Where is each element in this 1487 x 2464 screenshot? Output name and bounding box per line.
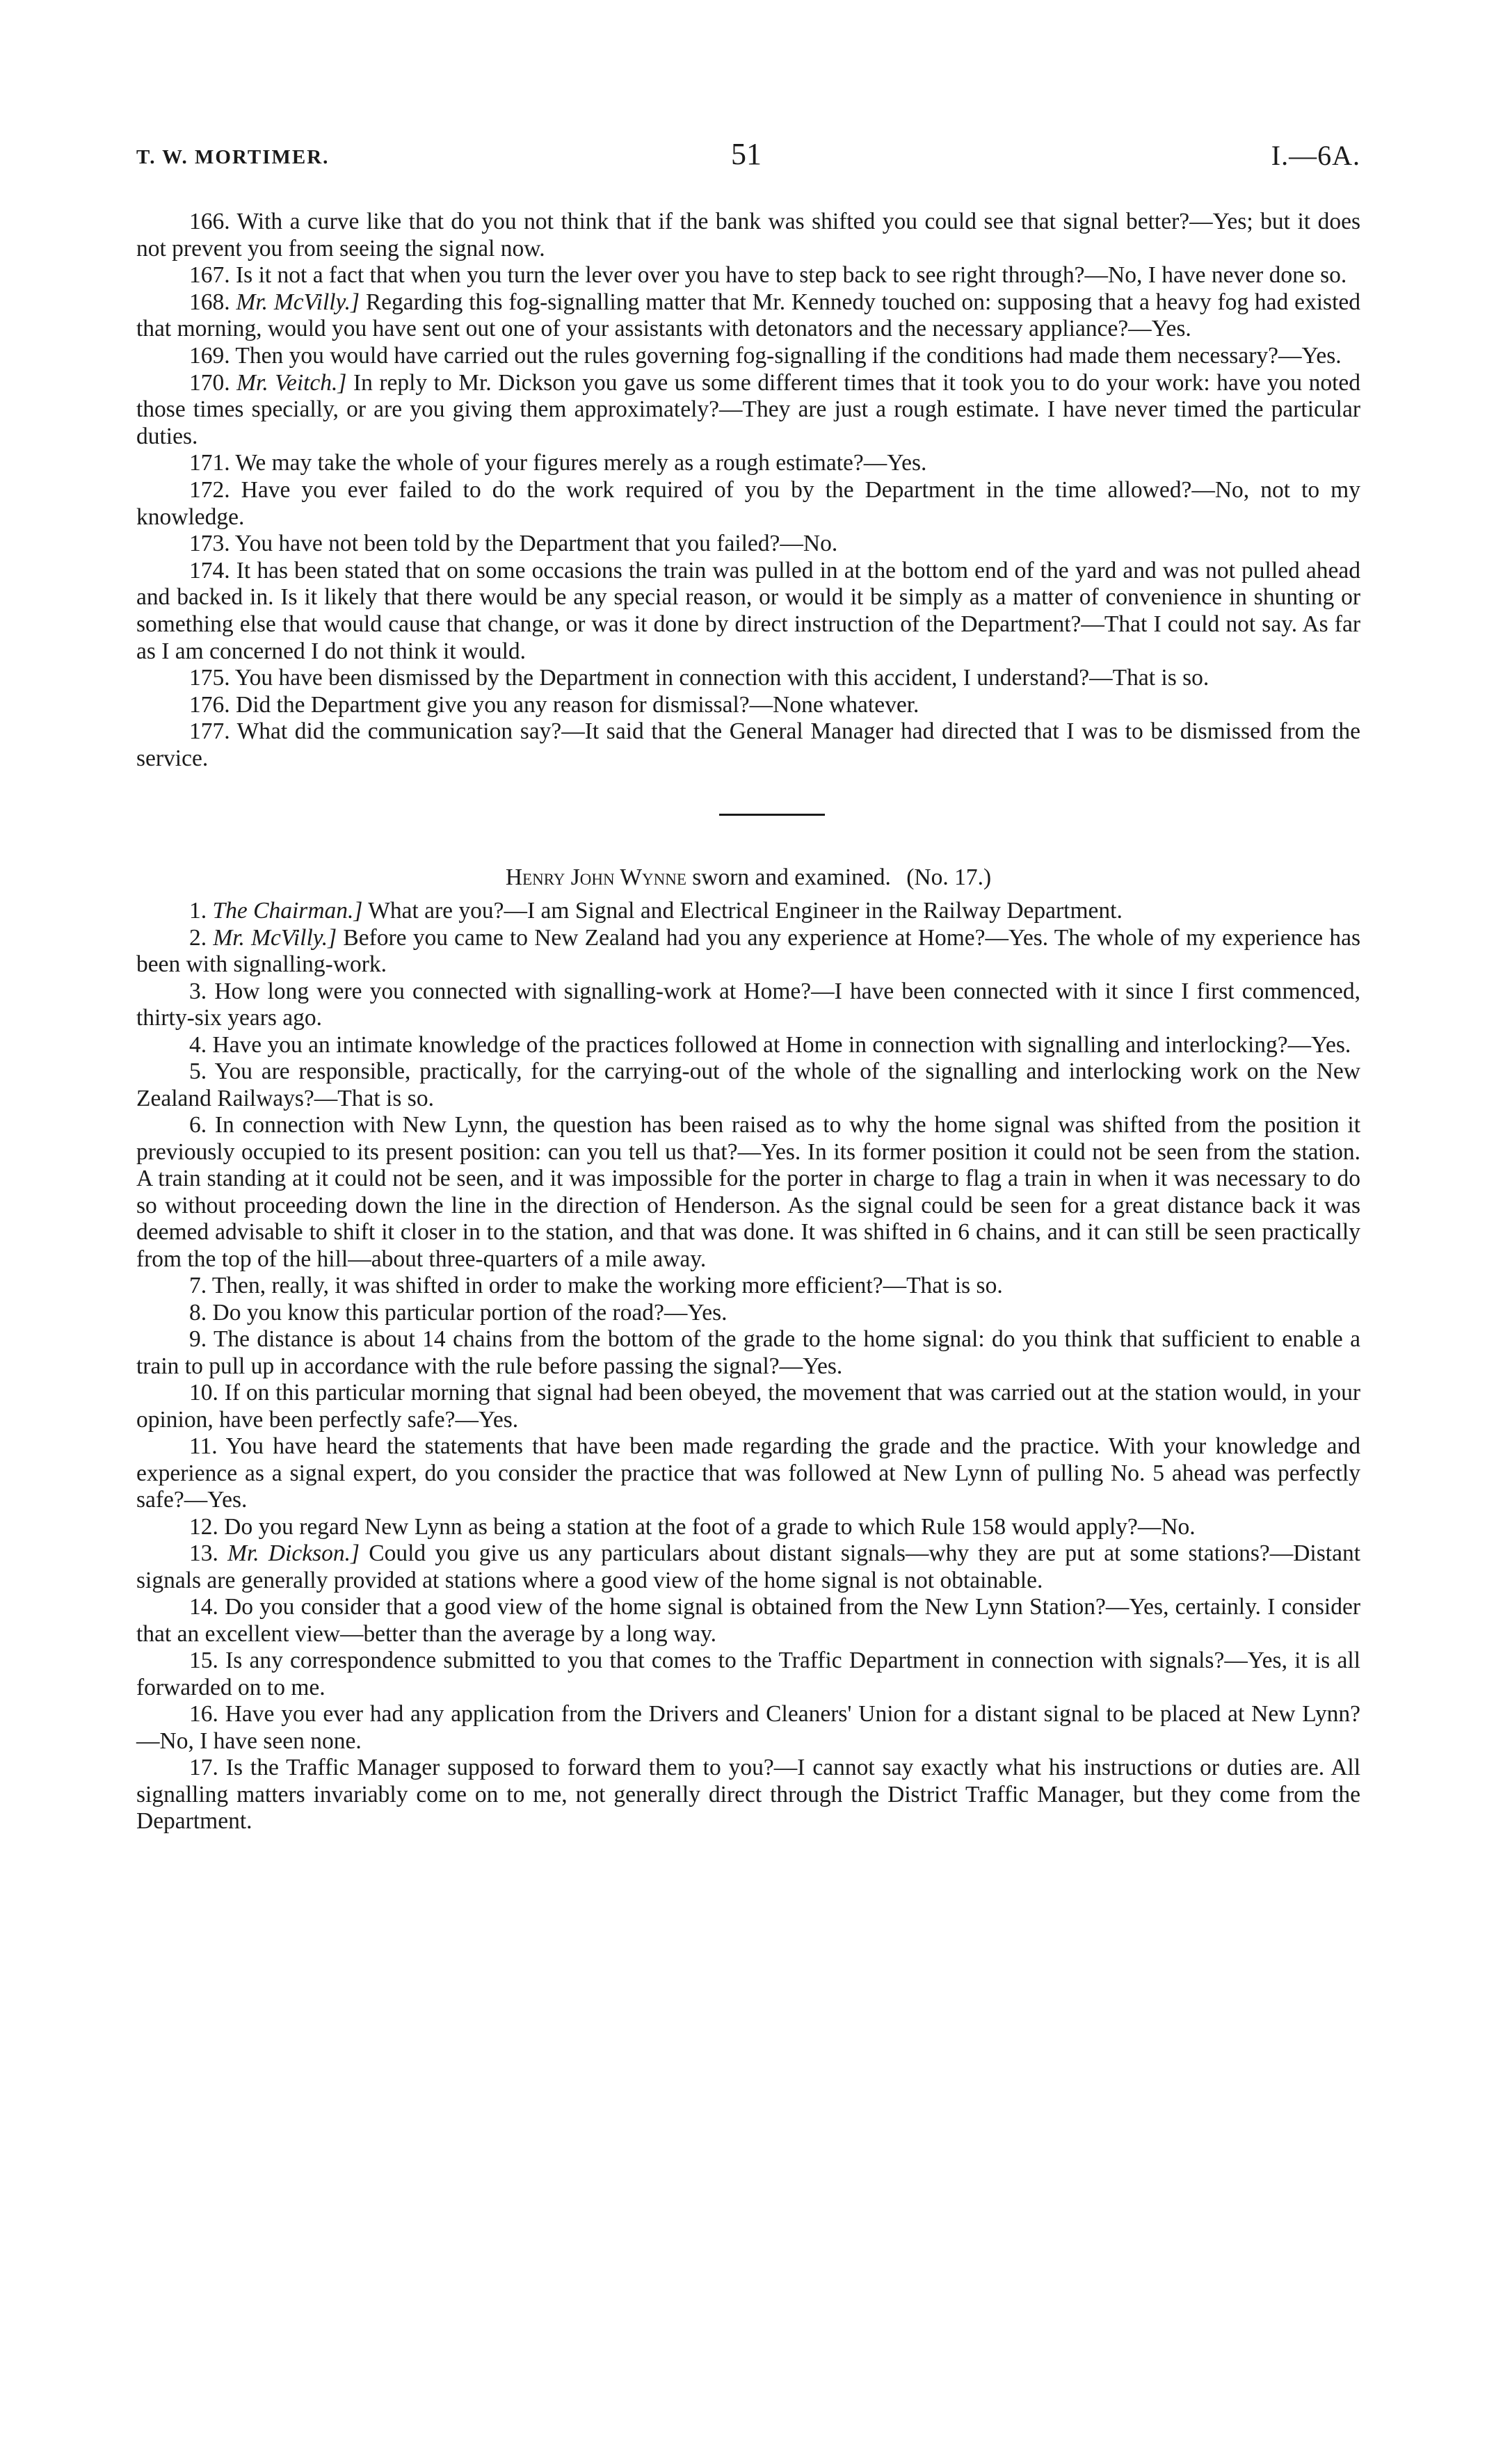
question-number: 172. — [189, 476, 230, 503]
question-text: Could you give us any particulars about distant signals—why they are put at some stations?—Distant signals are generally provided at stations where a good view of the home signal is not obtainable. — [136, 1540, 1360, 1593]
question-paragraph — [136, 925, 1360, 979]
question-number: 1. — [189, 898, 207, 924]
question-text: Regarding this fog-signalling matter that Mr. Kennedy touched on: supposing that a heavy fog had existed that morning, would you have sent out one of your assistants with detonators and the necessary appliance?—Yes. — [136, 289, 1361, 342]
question-number: 17. — [189, 1755, 218, 1781]
question-paragraph — [136, 1648, 1360, 1701]
question-text: You are responsible, practically, for the carrying-out of the whole of the signalling and interlocking work on the New Zealand Railways?—That is so. — [136, 1058, 1360, 1111]
question-text: Is any correspondence submitted to you that comes to the Traffic Department in connection with signals?—Yes, it is all forwarded on to me. — [136, 1648, 1360, 1700]
question-text: Then, really, it was shifted in order to make the working more efficient?—That is so. — [211, 1273, 1003, 1299]
question-number: 168. — [189, 289, 230, 315]
question-number: 7. — [189, 1273, 207, 1299]
page-number: 51 — [731, 137, 762, 171]
question-paragraph — [136, 1594, 1360, 1648]
question-text: We may take the whole of your figures merely as a rough estimate?—Yes. — [235, 450, 927, 476]
question-text: Then you would have carried out the rules governing fog-signalling if the conditions had made them necessary?—Yes. — [235, 342, 1342, 369]
question-text: Have you ever had any application from the Drivers and Cleaners' Union for a distant signal to be placed at New Lynn?—No, I have seen none. — [136, 1701, 1360, 1754]
page-header — [136, 136, 1360, 181]
question-paragraph — [136, 450, 1360, 477]
question-paragraph — [136, 262, 1360, 289]
question-text: Do you consider that a good view of the home signal is obtained from the New Lynn Station?—Yes, certainly. I consider that an excellent view—better than the average by a long way. — [136, 1594, 1361, 1647]
question-text: What did the communication say?—It said that the General Manager had directed that I was to be dismissed from the service. — [136, 718, 1360, 771]
question-paragraph — [136, 1300, 1360, 1327]
question-text: You have not been told by the Department that you failed?—No. — [234, 531, 838, 557]
question-text: In reply to Mr. Dickson you gave us some different times that it took you to do your work: have you noted those times specially, or are you giving them approximately?—They are just a rough estimate. I have never timed the particular duties. — [136, 369, 1361, 449]
evidence-section-mortimer — [136, 209, 1360, 772]
question-paragraph — [136, 1058, 1360, 1112]
question-text: It has been stated that on some occasions the train was pulled in at the bottom end of the yard and was not pulled ahead and backed in. Is it likely that there would be any special reason, or would it be simply as a matter of convenience in shunting or something else that would cause that change, or was it done by direct instruction of the Department?—That I could not say. As far as I am concerned I do not think it would. — [136, 557, 1360, 664]
speaker-label: Mr. Dickson.] — [227, 1540, 360, 1567]
section-divider — [719, 814, 825, 816]
question-number: 15. — [189, 1648, 218, 1674]
question-text: Do you know this particular portion of the road?—Yes. — [212, 1299, 728, 1326]
document-page — [136, 136, 1360, 1835]
question-number: 3. — [189, 978, 207, 1004]
question-paragraph — [136, 209, 1360, 262]
question-paragraph — [136, 343, 1360, 370]
question-text: Do you regard New Lynn as being a station at the foot of a grade to which Rule 158 would apply?—No. — [224, 1513, 1196, 1540]
question-number: 171. — [189, 450, 230, 476]
question-text: What are you?—I am Signal and Electrical Engineer in the Railway Department. — [368, 898, 1123, 924]
question-number: 13. — [189, 1540, 218, 1567]
question-paragraph — [136, 1701, 1360, 1755]
question-number: 170. — [189, 369, 230, 396]
witness-number: (No. 17.) — [906, 864, 992, 891]
question-number: 4. — [189, 1031, 207, 1058]
question-text: If on this particular morning that signal had been obeyed, the movement that was carried out at the station would, in your opinion, have been perfectly safe?—Yes. — [136, 1380, 1361, 1433]
question-number: 8. — [189, 1299, 207, 1326]
question-text: You have heard the statements that have been made regarding the grade and the practice. With your knowledge and experience as a signal expert, do you consider the practice that was followed at New Lynn of pulling No. 5 ahead was perfectly safe?—Yes. — [136, 1433, 1360, 1513]
question-paragraph — [136, 477, 1360, 531]
question-number: 11. — [189, 1433, 218, 1460]
witness-name: Henry John Wynne — [505, 864, 686, 891]
speaker-label: The Chairman.] — [212, 898, 363, 924]
witness-sworn: sworn and examined. — [692, 864, 891, 891]
question-number: 5. — [189, 1058, 207, 1085]
question-text: With a curve like that do you not think that if the bank was shifted you could see that signal better?—Yes; but it does not prevent you from seeing the signal now. — [136, 209, 1360, 261]
question-number: 9. — [189, 1326, 207, 1353]
question-number: 16. — [189, 1701, 218, 1728]
question-number: 174. — [189, 557, 230, 583]
question-text: Have you an intimate knowledge of the practices followed at Home in connection with signalling and interlocking?—Yes. — [212, 1031, 1351, 1058]
question-number: 177. — [189, 718, 230, 745]
question-paragraph — [136, 289, 1360, 343]
question-paragraph — [136, 1433, 1360, 1514]
question-paragraph — [136, 692, 1360, 719]
question-number: 6. — [189, 1112, 207, 1138]
witness-heading — [136, 864, 1360, 891]
question-paragraph — [136, 1112, 1360, 1273]
question-number: 173. — [189, 531, 230, 557]
question-paragraph — [136, 531, 1360, 558]
question-paragraph — [136, 1755, 1360, 1835]
question-paragraph — [136, 898, 1360, 925]
question-number: 166. — [189, 209, 230, 234]
speaker-label: Mr. McVilly.] — [213, 924, 337, 951]
question-number: 176. — [189, 691, 230, 718]
speaker-label: Mr. McVilly.] — [236, 289, 360, 315]
question-paragraph — [136, 1514, 1360, 1541]
question-paragraph — [136, 558, 1360, 665]
question-text: Have you ever failed to do the work required of you by the Department in the time allowed?—No, not to my knowledge. — [136, 476, 1360, 530]
question-number: 2. — [189, 924, 207, 951]
question-text: Did the Department give you any reason for dismissal?—None whatever. — [236, 691, 919, 718]
question-paragraph — [136, 370, 1360, 451]
question-paragraph — [136, 718, 1360, 772]
question-text: Before you came to New Zealand had you any experience at Home?—Yes. The whole of my experience has been with signalling-work. — [136, 924, 1361, 978]
question-text: You have been dismissed by the Department in connection with this accident, I understand?—That is so. — [234, 665, 1209, 691]
question-paragraph — [136, 1540, 1360, 1594]
evidence-section-wynne — [136, 898, 1360, 1835]
question-number: 10. — [189, 1380, 218, 1406]
question-text: The distance is about 14 chains from the bottom of the grade to the home signal: do you think that sufficient to enable a train to pull up in accordance with the rule before passing the signal?—Yes. — [136, 1326, 1360, 1379]
question-text: Is it not a fact that when you turn the lever over you have to step back to see right through?—No, I have never done so. — [236, 262, 1347, 289]
question-paragraph — [136, 1032, 1360, 1059]
question-number: 167. — [189, 262, 230, 289]
speaker-label: Mr. Veitch.] — [236, 369, 347, 396]
question-number: 14. — [189, 1594, 218, 1620]
header-witness-name: T. W. MORTIMER. — [136, 146, 330, 168]
question-text: How long were you connected with signalling-work at Home?—I have been connected with it since I first commenced, thirty-six years ago. — [136, 978, 1360, 1031]
question-paragraph — [136, 665, 1360, 692]
question-paragraph — [136, 1380, 1360, 1433]
question-number: 169. — [189, 342, 230, 369]
question-text: Is the Traffic Manager supposed to forward them to you?—I cannot say exactly what his instructions or duties are. All signalling matters invariably come on to me, not generally direct through the District Traffic Manager, but they come from the Department. — [136, 1755, 1361, 1835]
question-paragraph — [136, 979, 1360, 1032]
question-number: 12. — [189, 1513, 218, 1540]
document-reference: I.—6A. — [1271, 140, 1360, 171]
question-text: In connection with New Lynn, the question has been raised as to why the home signal was shifted from the position it previously occupied to its present position: can you tell us that?—Yes. In its former position it could not be seen from the station. A train standing at it could not be seen, and it was impossible for the porter in charge to flag a train in when it was necessary to do so without proceeding down the line in the direction of Henderson. As the signal could be seen for a great distance back it was deemed advisable to shift it closer in to the station, and that was done. It was shifted in 6 chains, and it can still be seen practically from the top of the hill—about three-quarters of a mile away. — [136, 1112, 1360, 1272]
question-number: 175. — [189, 665, 230, 691]
question-paragraph — [136, 1273, 1360, 1300]
question-paragraph — [136, 1326, 1360, 1380]
